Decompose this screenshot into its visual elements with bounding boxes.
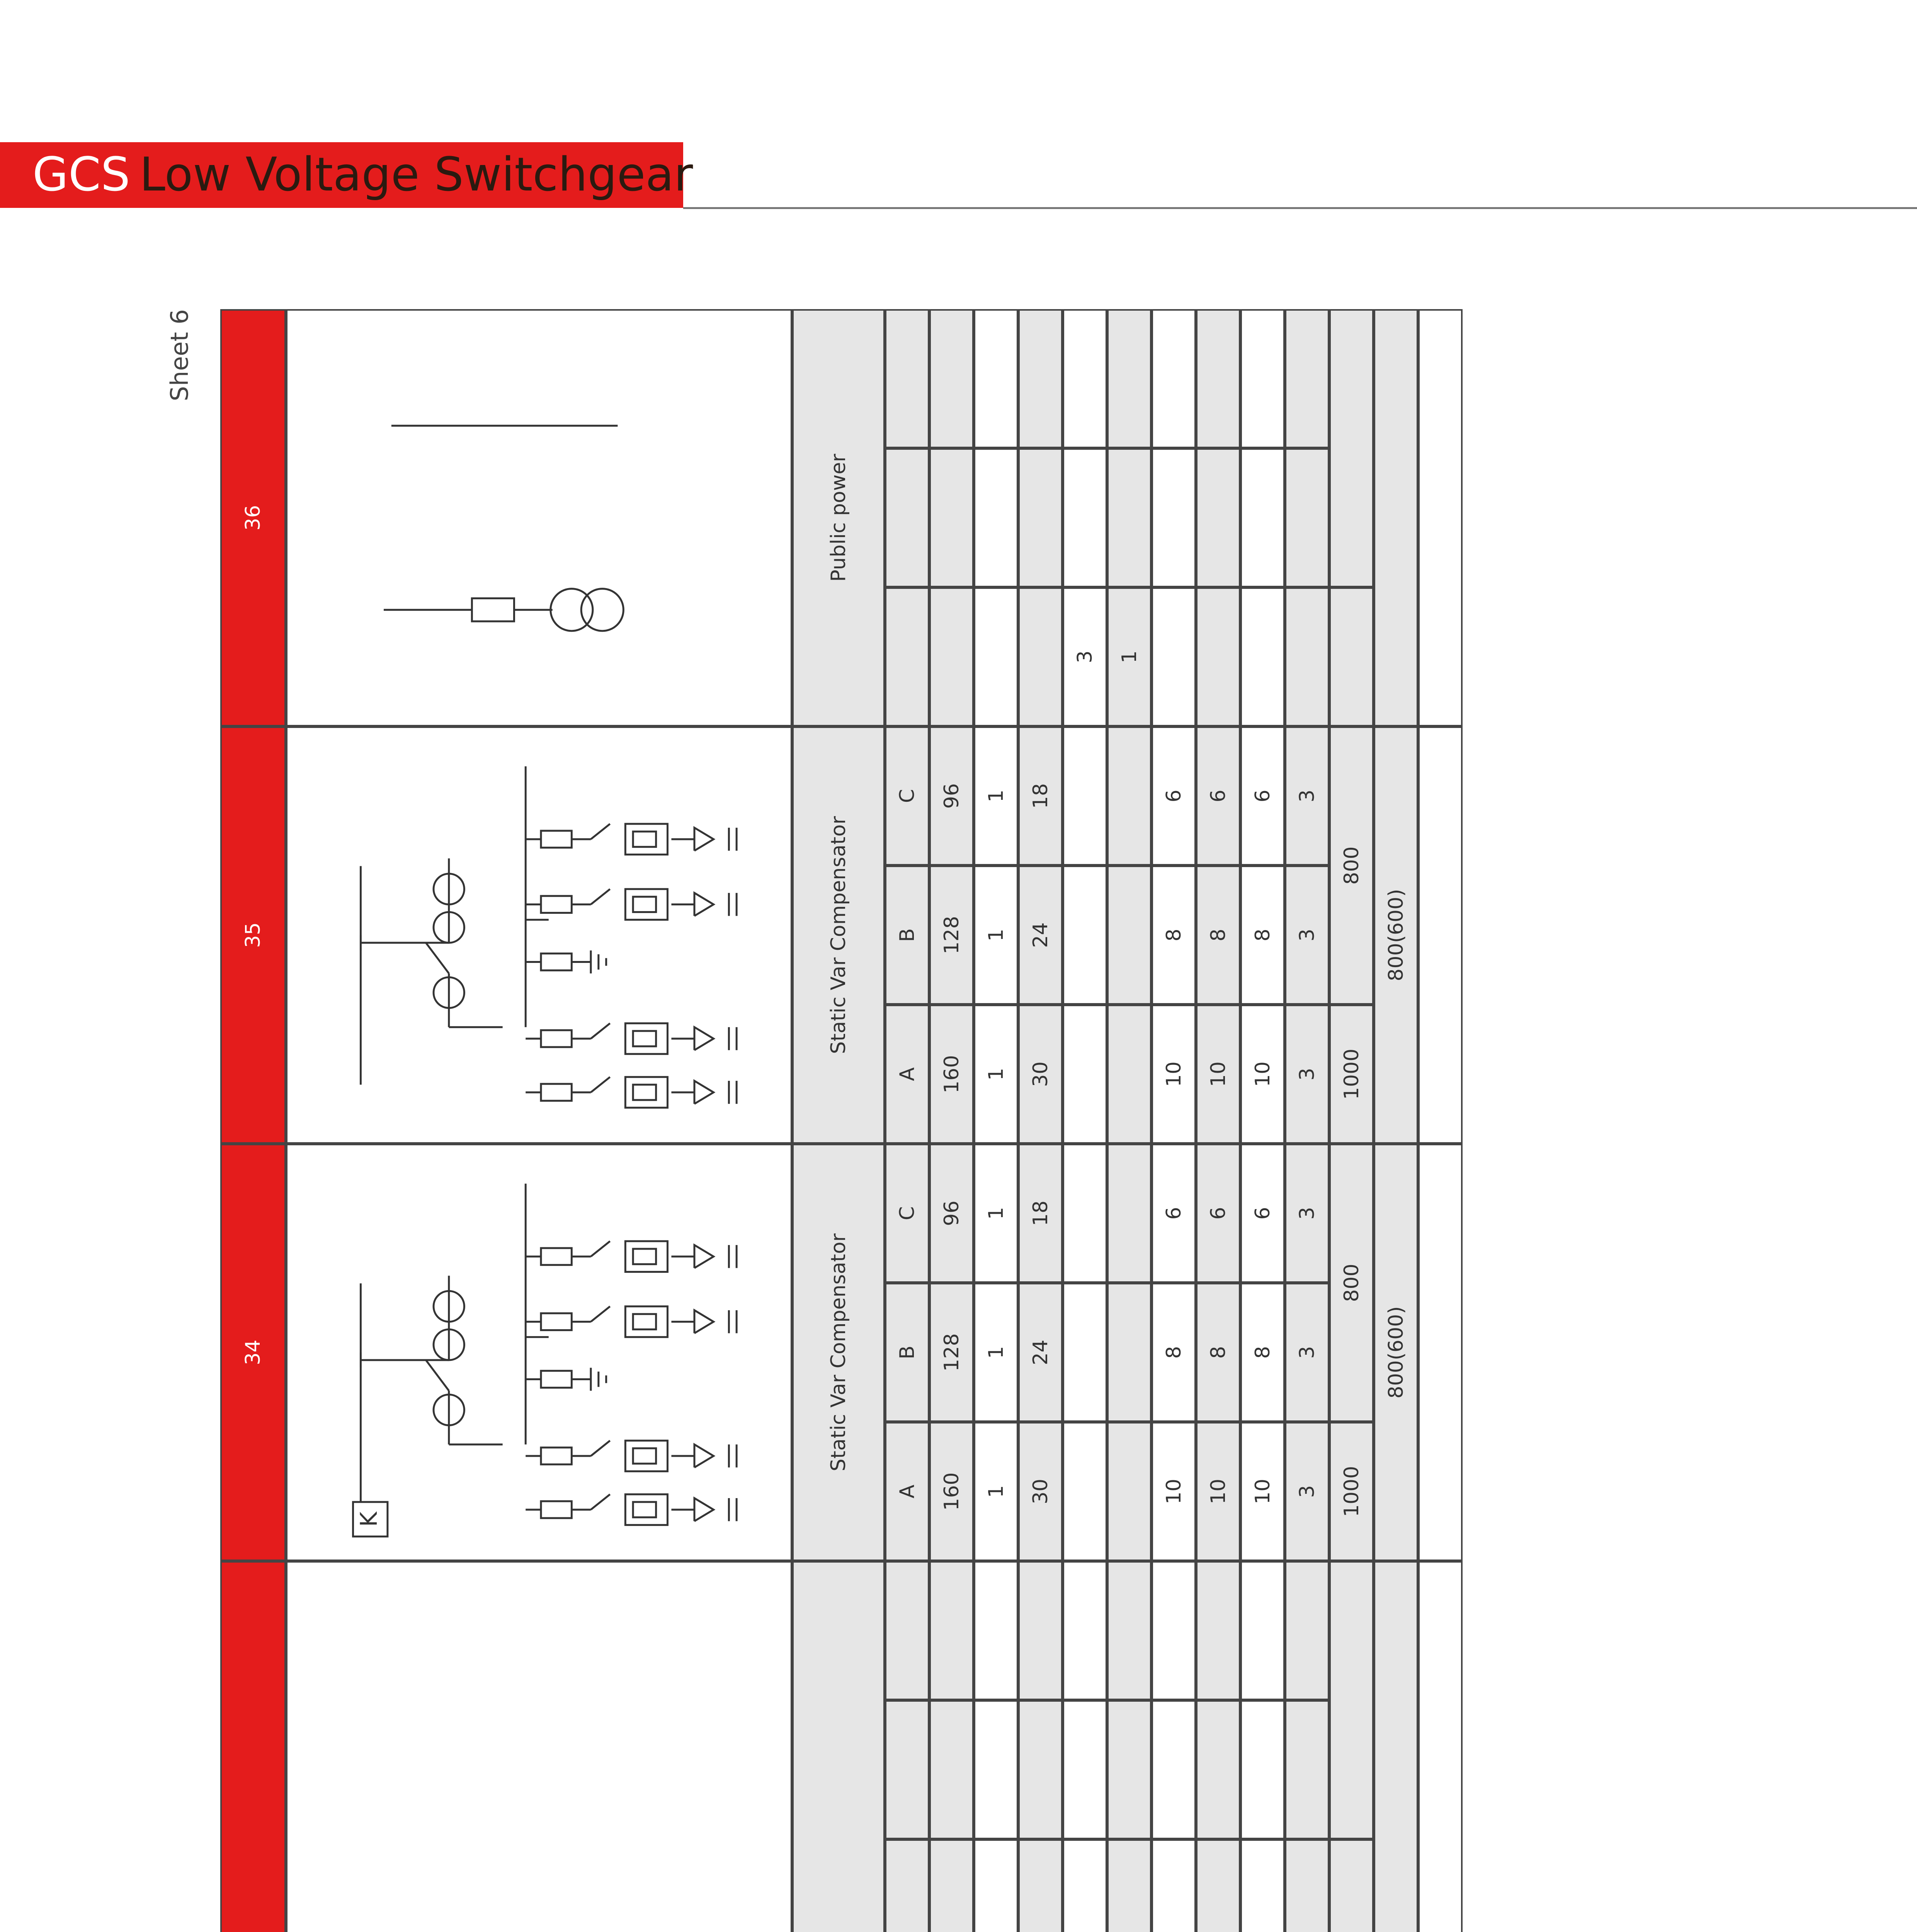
qa400-cell-1-1	[974, 1283, 1018, 1422]
bcmj-cell-1-2-text: 6	[1251, 1207, 1274, 1220]
bcmj-cell-2-1	[1240, 866, 1285, 1005]
bcmj-cell-2-2	[1240, 726, 1285, 866]
am32-cell-2-0	[1018, 1005, 1063, 1144]
header-banner	[0, 142, 693, 208]
t45-cell-2-0-text: 10	[1206, 1061, 1230, 1087]
spec-cell-3-1	[885, 448, 929, 587]
width-cell-2-1	[1329, 726, 1374, 1005]
program-no-3	[220, 309, 286, 726]
nt00-cell-1-2	[1063, 1144, 1107, 1283]
t45-cell-2-2-text: 6	[1206, 789, 1230, 803]
spec-cell-1-2	[885, 1144, 929, 1283]
t45-cell-3-1	[1196, 448, 1240, 587]
b30c-cell-2-2	[1152, 726, 1196, 866]
sdh-cell-2-2	[1285, 726, 1329, 866]
sdh-cell-1-0-text: 3	[1295, 1485, 1319, 1498]
nt00-cell-3-2	[1063, 309, 1107, 448]
bcmj-cell-2-0	[1240, 1005, 1285, 1144]
qa400-cell-2-2	[974, 726, 1018, 866]
width-cell-0-0	[1329, 1839, 1374, 1932]
b30c-cell-2-0	[1152, 1005, 1196, 1144]
jbk3-cell-0-0	[1107, 1839, 1152, 1932]
qa400-cell-1-2-text: 1	[984, 1207, 1008, 1220]
qa400-cell-0-2	[974, 1561, 1018, 1700]
brand-name: GCS	[32, 148, 130, 202]
power-cell-0-2	[929, 1561, 974, 1700]
spec-cell-2-1	[885, 866, 929, 1005]
bcmj-cell-3-0	[1240, 587, 1285, 726]
small-cell-2	[1418, 726, 1463, 1144]
width-cell-1-1	[1329, 1144, 1374, 1422]
am32-cell-2-1	[1018, 866, 1063, 1005]
t45-cell-3-0	[1196, 587, 1240, 726]
b30c-cell-3-1	[1152, 448, 1196, 587]
t45-cell-2-0	[1196, 1005, 1240, 1144]
single-line-diagram-0	[286, 1563, 792, 1932]
application-1-text: Static Var Compensator	[827, 1233, 850, 1471]
depth-cell-2	[1374, 726, 1418, 1144]
am32-cell-0-2	[1018, 1561, 1063, 1700]
application-1	[792, 1144, 885, 1561]
am32-cell-3-1	[1018, 448, 1063, 587]
b30c-cell-2-1-text: 8	[1162, 929, 1186, 942]
bcmj-cell-2-0-text: 10	[1251, 1061, 1274, 1087]
am32-cell-1-2	[1018, 1144, 1063, 1283]
b30c-cell-2-0-text: 10	[1162, 1061, 1186, 1087]
spec-cell-1-1	[885, 1283, 929, 1422]
control-box-label: K	[356, 1512, 383, 1527]
power-cell-2-2	[929, 726, 974, 866]
application-2-text: Static Var Compensator	[827, 816, 850, 1054]
jbk3-cell-3-0	[1107, 587, 1152, 726]
spec-cell-0-1	[885, 1700, 929, 1839]
sdh-cell-1-0	[1285, 1422, 1329, 1561]
am32-cell-2-1-text: 24	[1029, 922, 1052, 948]
sdh-cell-1-2-text: 3	[1295, 1207, 1319, 1220]
b30c-cell-3-0	[1152, 587, 1196, 726]
depth-cell-3	[1374, 309, 1418, 726]
rotated-sheet	[155, 309, 1430, 1932]
qa400-cell-1-1-text: 1	[984, 1346, 1008, 1359]
bcmj-cell-1-0-text: 10	[1251, 1478, 1274, 1505]
spec-cell-3-0	[885, 587, 929, 726]
qa400-cell-2-0	[974, 1005, 1018, 1144]
qa400-cell-0-1	[974, 1700, 1018, 1839]
spec-cell-2-1-text: B	[895, 928, 919, 942]
spec-cell-2-0	[885, 1005, 929, 1144]
sdh-cell-2-0	[1285, 1005, 1329, 1144]
power-cell-0-1	[929, 1700, 974, 1839]
qa400-cell-2-0-text: 1	[984, 1068, 1008, 1081]
sdh-cell-2-1	[1285, 866, 1329, 1005]
width-cell-1-1-text: 800	[1340, 1264, 1363, 1302]
qa400-cell-3-2	[974, 309, 1018, 448]
t45-cell-2-1-text: 8	[1206, 929, 1230, 942]
width-cell-0-1	[1329, 1561, 1374, 1839]
bcmj-cell-2-1-text: 8	[1251, 929, 1274, 942]
t45-cell-1-2	[1196, 1144, 1240, 1283]
power-cell-2-1-text: 128	[940, 916, 963, 954]
qa400-cell-3-0	[974, 587, 1018, 726]
nt00-cell-0-0	[1063, 1839, 1107, 1932]
power-cell-1-0	[929, 1422, 974, 1561]
header-title	[32, 142, 693, 208]
depth-cell-2-text: 800(600)	[1384, 889, 1408, 981]
qa400-cell-1-0	[974, 1422, 1018, 1561]
jbk3-cell-1-0	[1107, 1422, 1152, 1561]
nt00-cell-3-1	[1063, 448, 1107, 587]
nt00-cell-3-0-text: 3	[1073, 650, 1097, 663]
power-cell-1-2	[929, 1144, 974, 1283]
power-cell-3-1	[929, 448, 974, 587]
depth-cell-1	[1374, 1144, 1418, 1561]
spec-cell-3-2	[885, 309, 929, 448]
am32-cell-0-0	[1018, 1839, 1063, 1932]
spec-cell-1-1-text: B	[895, 1345, 919, 1359]
width-cell-1-0	[1329, 1422, 1374, 1561]
b30c-cell-1-2-text: 6	[1162, 1207, 1186, 1220]
sdh-cell-0-1	[1285, 1700, 1329, 1839]
t45-cell-0-1	[1196, 1700, 1240, 1839]
t45-cell-3-2	[1196, 309, 1240, 448]
single-line-diagram-2	[286, 728, 792, 1142]
power-cell-3-0	[929, 587, 974, 726]
nt00-cell-1-1	[1063, 1283, 1107, 1422]
b30c-cell-3-2	[1152, 309, 1196, 448]
qa400-cell-1-0-text: 1	[984, 1485, 1008, 1498]
spec-cell-2-2-text: C	[895, 789, 919, 803]
power-cell-1-1-text: 128	[940, 1333, 963, 1372]
am32-cell-3-2	[1018, 309, 1063, 448]
b30c-cell-2-1	[1152, 866, 1196, 1005]
sdh-cell-3-0	[1285, 587, 1329, 726]
application-3-text: Public power	[827, 454, 850, 582]
am32-cell-1-0	[1018, 1422, 1063, 1561]
qa400-cell-1-2	[974, 1144, 1018, 1283]
jbk3-cell-3-2	[1107, 309, 1152, 448]
small-cell-1	[1418, 1144, 1463, 1561]
spec-table	[220, 309, 1430, 1932]
power-cell-2-0-text: 160	[940, 1055, 963, 1094]
b30c-cell-0-1	[1152, 1700, 1196, 1839]
header-rule	[683, 207, 1917, 209]
t45-cell-1-1	[1196, 1283, 1240, 1422]
program-no-2-text: 35	[242, 922, 265, 948]
sdh-cell-2-0-text: 3	[1295, 1068, 1319, 1081]
jbk3-cell-2-1	[1107, 866, 1152, 1005]
sdh-cell-0-0	[1285, 1839, 1329, 1932]
bcmj-cell-1-2	[1240, 1144, 1285, 1283]
sdh-cell-1-1-text: 3	[1295, 1346, 1319, 1359]
power-cell-3-2	[929, 309, 974, 448]
t45-cell-1-0-text: 10	[1206, 1478, 1230, 1505]
small-cell-0	[1418, 1561, 1463, 1932]
bcmj-cell-1-1	[1240, 1283, 1285, 1422]
b30c-cell-1-0	[1152, 1422, 1196, 1561]
bcmj-cell-1-1-text: 8	[1251, 1346, 1274, 1359]
b30c-cell-0-0	[1152, 1839, 1196, 1932]
width-cell-2-0	[1329, 1005, 1374, 1144]
sdh-cell-0-2	[1285, 1561, 1329, 1700]
jbk3-cell-2-2	[1107, 726, 1152, 866]
jbk3-cell-3-1	[1107, 448, 1152, 587]
am32-cell-1-2-text: 18	[1029, 1200, 1052, 1226]
width-cell-2-0-text: 1000	[1340, 1048, 1363, 1100]
bcmj-cell-0-0	[1240, 1839, 1285, 1932]
single-line-diagram-1	[286, 1145, 792, 1560]
b30c-cell-0-2	[1152, 1561, 1196, 1700]
nt00-cell-2-1	[1063, 866, 1107, 1005]
am32-cell-0-1	[1018, 1700, 1063, 1839]
qa400-cell-2-1-text: 1	[984, 929, 1008, 942]
am32-cell-3-0	[1018, 587, 1063, 726]
qa400-cell-3-1	[974, 448, 1018, 587]
power-cell-2-2-text: 96	[940, 783, 963, 809]
nt00-cell-2-0	[1063, 1005, 1107, 1144]
am32-cell-2-2	[1018, 726, 1063, 866]
t45-cell-2-2	[1196, 726, 1240, 866]
depth-cell-0	[1374, 1561, 1418, 1932]
b30c-cell-1-1	[1152, 1283, 1196, 1422]
spec-cell-1-0-text: A	[895, 1485, 919, 1498]
b30c-cell-1-1-text: 8	[1162, 1346, 1186, 1359]
nt00-cell-3-0	[1063, 587, 1107, 726]
nt00-cell-2-2	[1063, 726, 1107, 866]
t45-cell-0-0	[1196, 1839, 1240, 1932]
diagram-cell-2	[286, 726, 792, 1144]
small-cell-3	[1418, 309, 1463, 726]
program-no-0	[220, 1561, 286, 1932]
spec-cell-2-0-text: A	[895, 1067, 919, 1081]
sdh-cell-3-2	[1285, 309, 1329, 448]
jbk3-cell-0-2	[1107, 1561, 1152, 1700]
spec-cell-1-2-text: C	[895, 1206, 919, 1221]
power-cell-1-1	[929, 1283, 974, 1422]
power-cell-1-2-text: 96	[940, 1200, 963, 1226]
am32-cell-1-0-text: 30	[1029, 1478, 1052, 1505]
application-2	[792, 726, 885, 1144]
power-cell-0-0	[929, 1839, 974, 1932]
power-cell-1-0-text: 160	[940, 1472, 963, 1511]
t45-cell-0-2	[1196, 1561, 1240, 1700]
t45-cell-2-1	[1196, 866, 1240, 1005]
jbk3-cell-3-0-text: 1	[1118, 650, 1141, 663]
am32-cell-2-2-text: 18	[1029, 783, 1052, 809]
am32-cell-2-0-text: 30	[1029, 1061, 1052, 1087]
bcmj-cell-0-2	[1240, 1561, 1285, 1700]
program-no-2	[220, 726, 286, 1144]
width-cell-3-1	[1329, 309, 1374, 587]
program-no-1	[220, 1144, 286, 1561]
sdh-cell-2-1-text: 3	[1295, 929, 1319, 942]
product-title: Low Voltage Switchgear	[139, 148, 693, 202]
jbk3-cell-1-2	[1107, 1144, 1152, 1283]
nt00-cell-1-0	[1063, 1422, 1107, 1561]
qa400-cell-0-0	[974, 1839, 1018, 1932]
power-cell-2-0	[929, 1005, 974, 1144]
bcmj-cell-2-2-text: 6	[1251, 789, 1274, 803]
sdh-cell-1-1	[1285, 1283, 1329, 1422]
bcmj-cell-3-2	[1240, 309, 1285, 448]
spec-cell-0-0	[885, 1839, 929, 1932]
bcmj-cell-0-1	[1240, 1700, 1285, 1839]
sheet-number: Sheet 6	[165, 309, 194, 401]
single-line-diagram-3	[286, 311, 792, 725]
width-cell-1-0-text: 1000	[1340, 1466, 1363, 1517]
diagram-cell-3	[286, 309, 792, 726]
bcmj-cell-3-1	[1240, 448, 1285, 587]
spec-cell-2-2	[885, 726, 929, 866]
program-no-3-text: 36	[242, 505, 265, 531]
application-3	[792, 309, 885, 726]
application-0	[792, 1561, 885, 1932]
spec-cell-1-0	[885, 1422, 929, 1561]
depth-cell-1-text: 800(600)	[1384, 1306, 1408, 1399]
t45-cell-1-0	[1196, 1422, 1240, 1561]
nt00-cell-0-1	[1063, 1700, 1107, 1839]
sdh-cell-2-2-text: 3	[1295, 789, 1319, 803]
nt00-cell-0-2	[1063, 1561, 1107, 1700]
am32-cell-1-1	[1018, 1283, 1063, 1422]
b30c-cell-1-2	[1152, 1144, 1196, 1283]
program-no-1-text: 34	[242, 1339, 265, 1366]
sdh-cell-1-2	[1285, 1144, 1329, 1283]
t45-cell-1-1-text: 8	[1206, 1346, 1230, 1359]
qa400-cell-2-2-text: 1	[984, 789, 1008, 803]
t45-cell-1-2-text: 6	[1206, 1207, 1230, 1220]
am32-cell-1-1-text: 24	[1029, 1339, 1052, 1366]
diagram-cell-0	[286, 1561, 792, 1932]
b30c-cell-2-2-text: 6	[1162, 789, 1186, 803]
sdh-cell-3-1	[1285, 448, 1329, 587]
jbk3-cell-1-1	[1107, 1283, 1152, 1422]
jbk3-cell-0-1	[1107, 1700, 1152, 1839]
spec-cell-0-2	[885, 1561, 929, 1700]
diagram-cell-1	[286, 1144, 792, 1561]
b30c-cell-1-0-text: 10	[1162, 1478, 1186, 1505]
width-cell-2-1-text: 800	[1340, 846, 1363, 885]
bcmj-cell-1-0	[1240, 1422, 1285, 1561]
qa400-cell-2-1	[974, 866, 1018, 1005]
power-cell-2-1	[929, 866, 974, 1005]
width-cell-3-0	[1329, 587, 1374, 726]
jbk3-cell-2-0	[1107, 1005, 1152, 1144]
